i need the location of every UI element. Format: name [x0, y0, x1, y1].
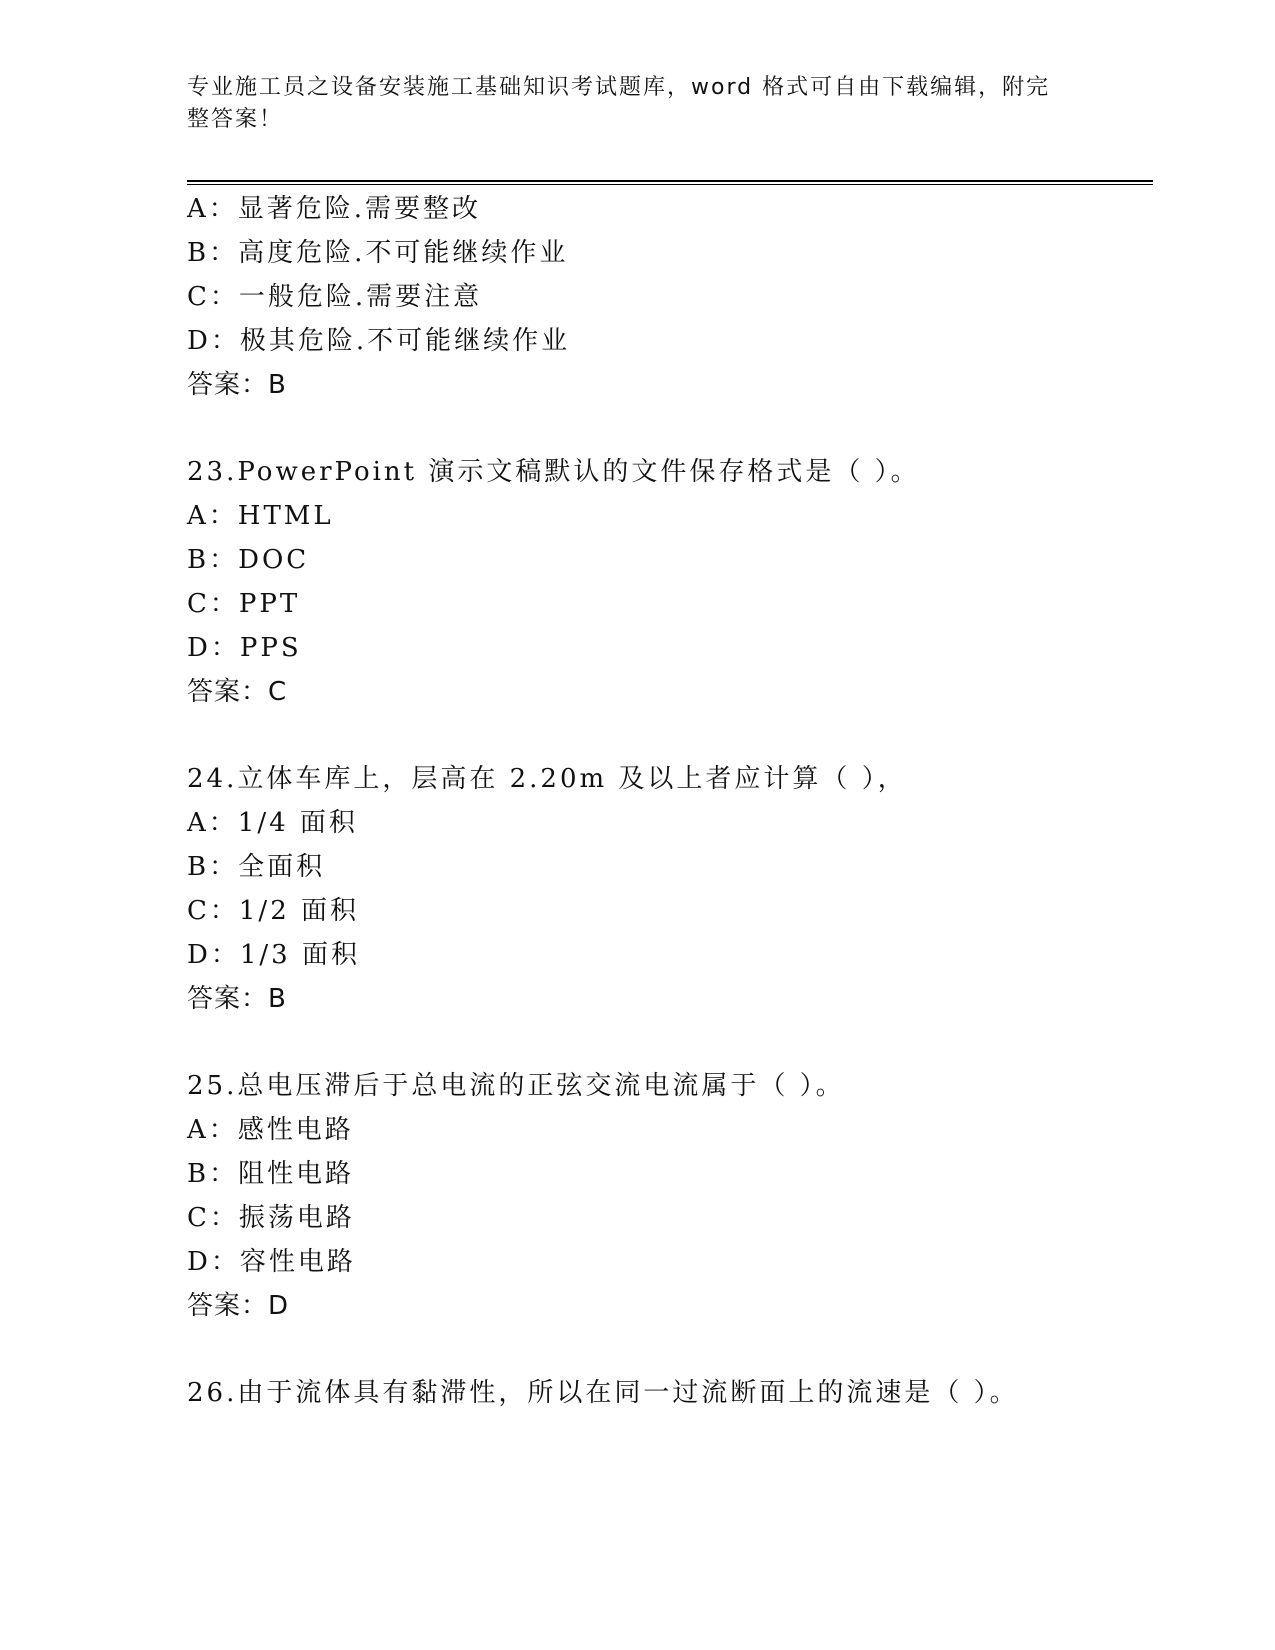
answer-line: 答案：D	[187, 1291, 290, 1321]
answer-line: 答案：B	[187, 370, 287, 400]
option-b: B：阻性电路	[187, 1159, 355, 1189]
header-divider	[187, 180, 1153, 182]
question-24: 24.立体车库上，层高在 2.20m 及以上者应计算（ ），	[187, 764, 907, 794]
question-25: 25.总电压滞后于总电流的正弦交流电流属于（ ）。	[187, 1071, 845, 1101]
answer-line: 答案：C	[187, 677, 288, 707]
option-d: D：1/3 面积	[187, 940, 360, 970]
option-a: A：HTML	[187, 501, 334, 531]
option-c: C：1/2 面积	[187, 896, 360, 926]
question-23: 23.PowerPoint 演示文稿默认的文件保存格式是（ ）。	[187, 457, 920, 487]
document-header	[187, 72, 1067, 136]
option-b: B：全面积	[187, 852, 326, 882]
header-line-1: 专业施工员之设备安装施工基础知识考试题库，word 格式可自由下载编辑，附完	[187, 75, 1051, 100]
option-c: C：振荡电路	[187, 1203, 355, 1233]
option-a: A：显著危险.需要整改	[187, 194, 482, 224]
answer-line: 答案：B	[187, 984, 287, 1014]
option-b: B：高度危险.不可能继续作业	[187, 238, 569, 268]
option-c: C：一般危险.需要注意	[187, 282, 483, 312]
question-26: 26.由于流体具有黏滞性，所以在同一过流断面上的流速是（ ）。	[187, 1378, 1019, 1408]
header-divider-thin	[187, 184, 1153, 185]
option-a: A：感性电路	[187, 1115, 354, 1145]
option-d: D：PPS	[187, 633, 302, 663]
option-c: C：PPT	[187, 589, 301, 619]
option-a: A：1/4 面积	[187, 808, 358, 838]
option-d: D：极其危险.不可能继续作业	[187, 326, 571, 356]
option-d: D：容性电路	[187, 1247, 356, 1277]
header-line-2: 整答案！	[187, 107, 284, 132]
option-b: B：DOC	[187, 545, 310, 575]
